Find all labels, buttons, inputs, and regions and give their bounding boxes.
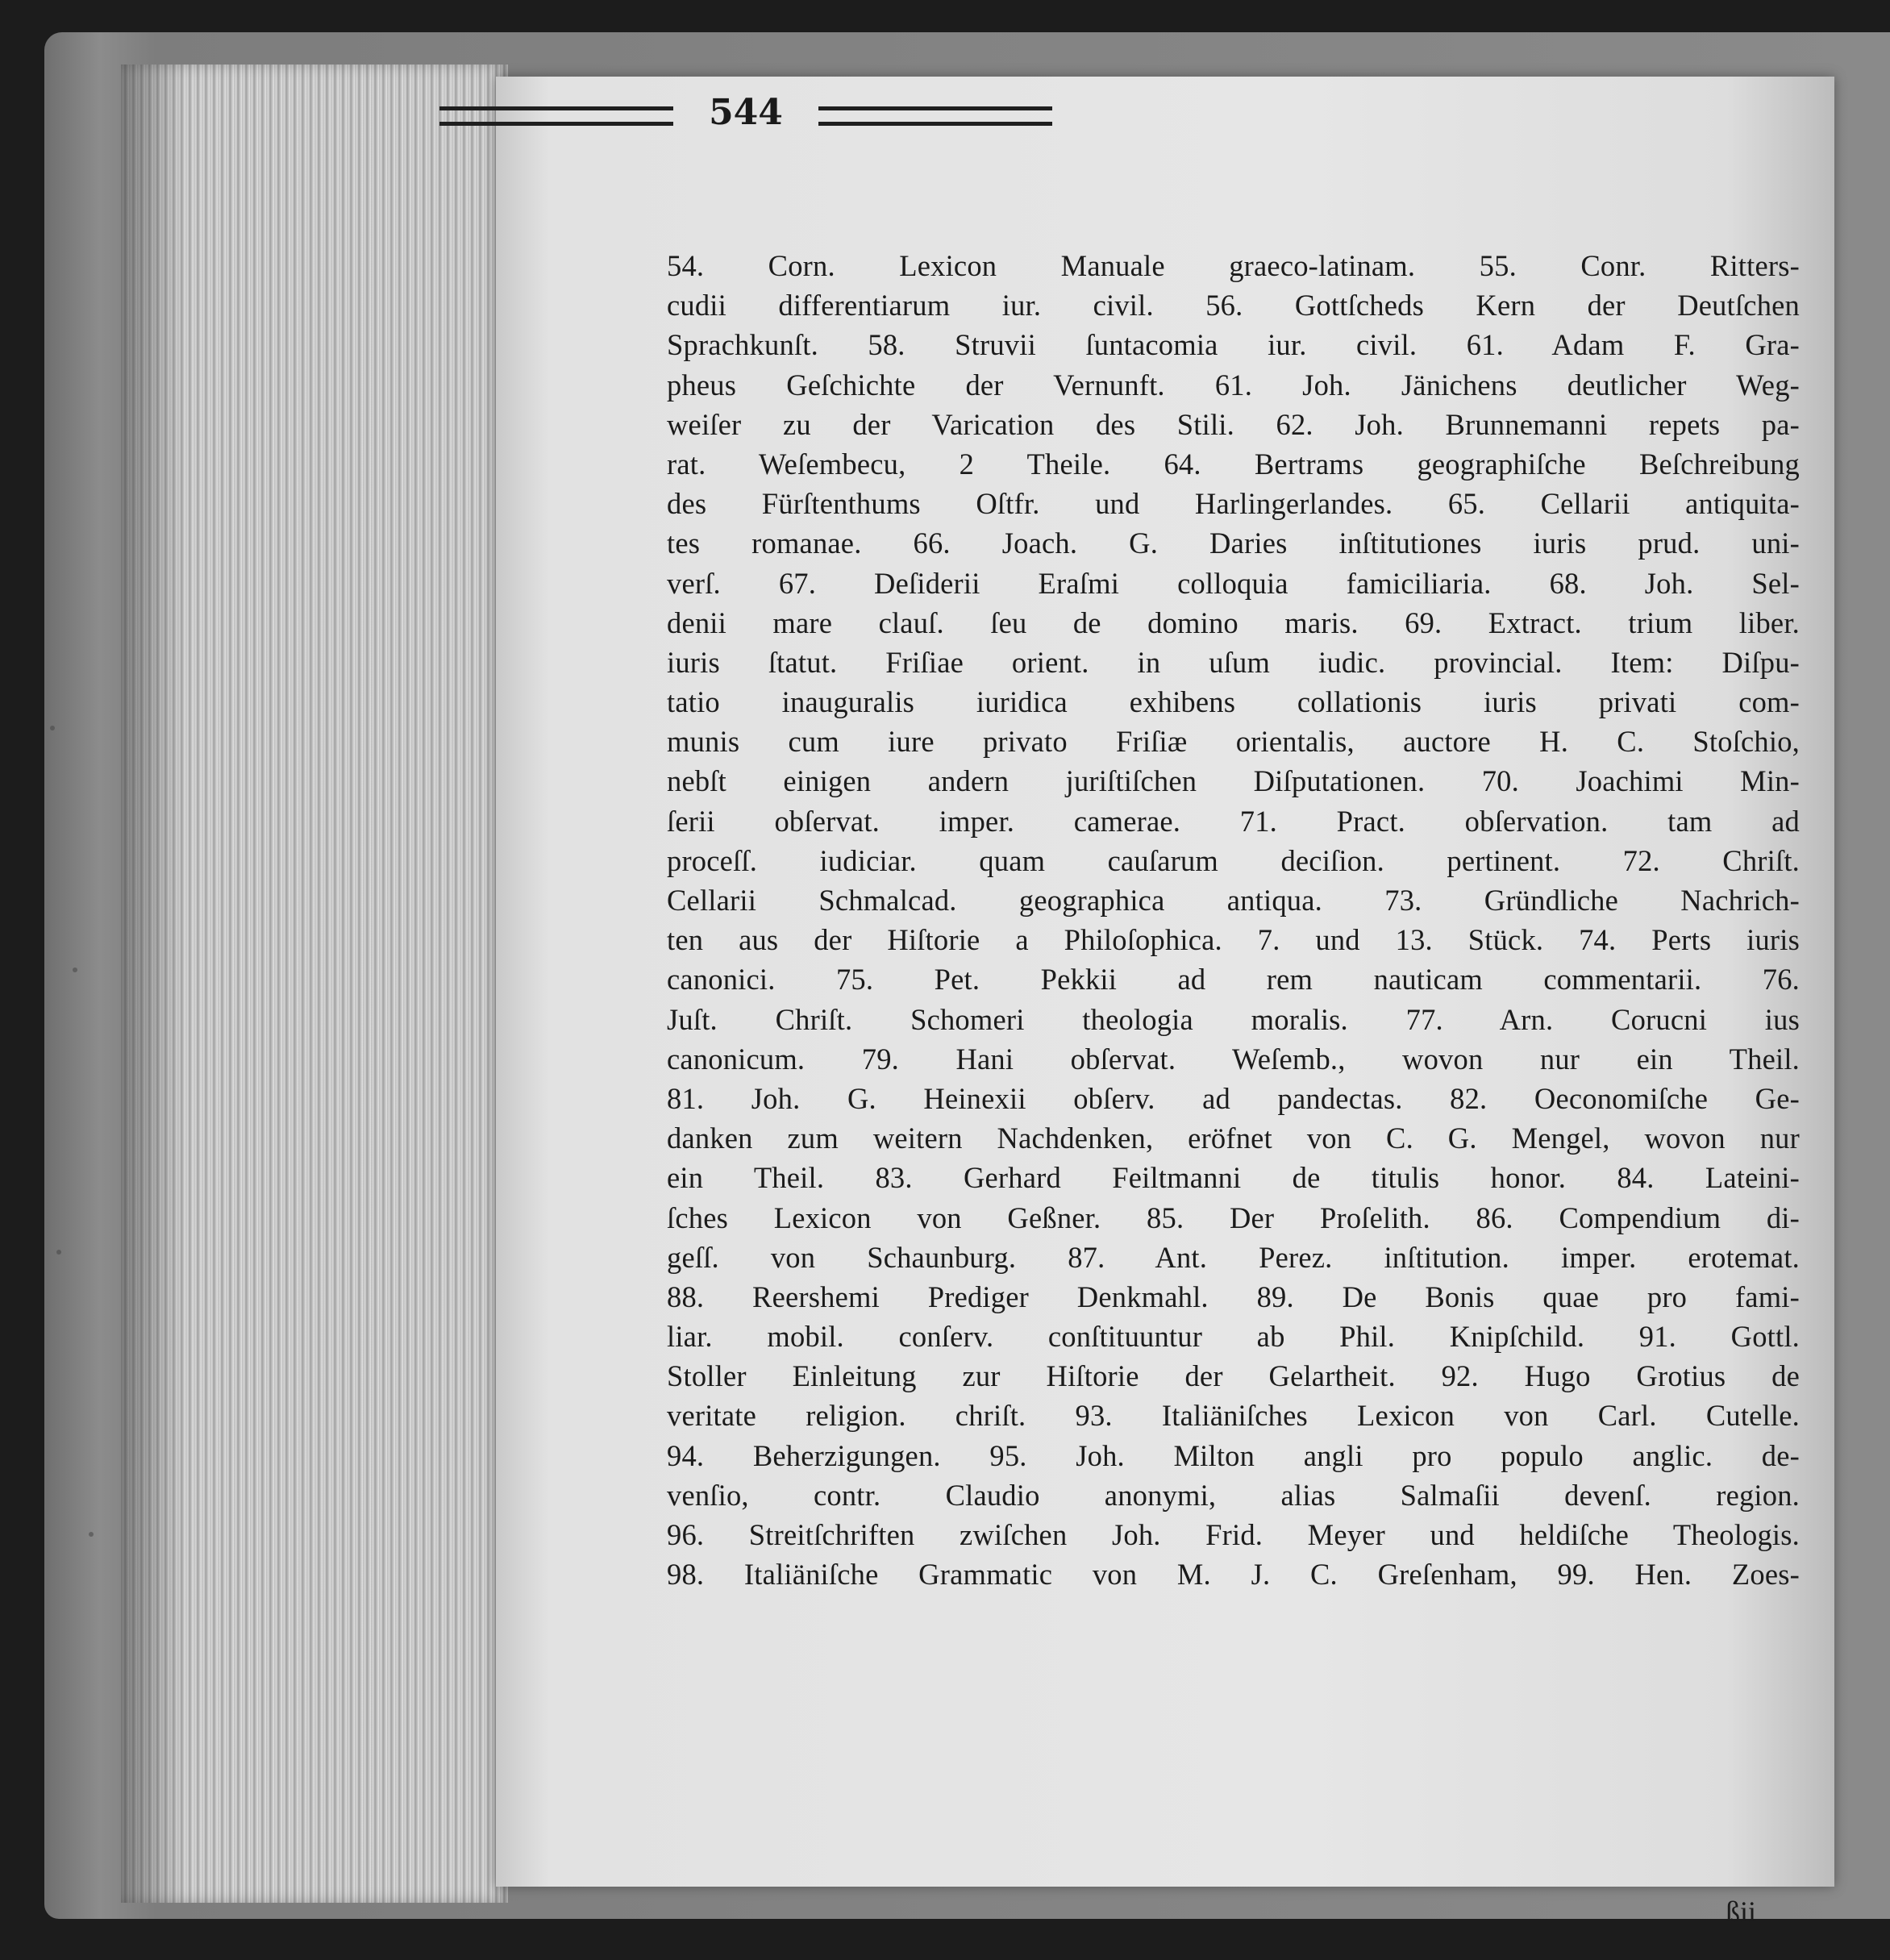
text-line: verſ. 67. Deſiderii Eraſmi colloquia famiciliaria. 68. Joh. Sel- [667,566,1800,600]
catchword: ßii [1726,1895,1757,1928]
text-line: ten aus der Hiſtorie a Philoſophica. 7. und 13. Stück. 74. Perts iuris [667,923,1800,957]
text-line: canonici. 75. Pet. Pekkii ad rem nauticam commentarii. 76. [667,963,1800,997]
text-line: ſerii obſervat. imper. camerae. 71. Pract. obſervation. tam ad [667,804,1800,838]
text-line: Sprachkunſt. 58. Struvii ſuntacomia iur. civil. 61. Adam F. Gra- [667,328,1800,362]
text-line: venſio, contr. Claudio anonymi, alias Salmaſii devenſ. region. [667,1478,1800,1512]
text-line: 98. Italiäniſche Grammatic von M. J. C. Greſenham, 99. Hen. Zoes- [667,1558,1800,1592]
text-line: Stoller Einleitung zur Hiſtorie der Gelartheit. 92. Hugo Grotius de [667,1359,1800,1393]
text-line: weiſer zu der Varication des Stili. 62. Joh. Brunnemanni repets pa- [667,407,1800,441]
text-line: rat. Weſembecu, 2 Theile. 64. Bertrams geographiſche Beſchreibung [667,447,1800,481]
header-rule-right [818,106,1052,126]
text-block [667,246,1800,1594]
text-line: 54. Corn. Lexicon Manuale graeco-latinam. 55. Conr. Ritters- [667,249,1800,282]
text-line: ſches Lexicon von Geßner. 85. Der Proſelith. 86. Compendium di- [667,1201,1800,1234]
text-line: geſſ. von Schaunburg. 87. Ant. Perez. inſtitution. imper. erotemat. [667,1240,1800,1274]
text-line: tes romanae. 66. Joach. G. Daries inſtitutiones iuris prud. uni- [667,526,1800,560]
text-line: canonicum. 79. Hani obſervat. Weſemb., wovon nur ein Theil. [667,1042,1800,1076]
foxing-speck [50,726,55,730]
text-line: denii mare clauſ. ſeu de domino maris. 69. Extract. trium liber. [667,605,1800,639]
text-line: cudii differentiarum iur. civil. 56. Gottſcheds Kern der Deutſchen [667,289,1800,323]
text-line: iuris ſtatut. Friſiae orient. in uſum iudic. provincial. Item: Diſpu- [667,645,1800,679]
text-line: Juſt. Chriſt. Schomeri theologia moralis. 77. Arn. Corucni ius [667,1002,1800,1036]
text-line: liar. mobil. conſerv. conſtituuntur ab Phil. Knipſchild. 91. Gottl. [667,1320,1800,1354]
text-line: danken zum weitern Nachdenken, eröfnet von C. G. Mengel, wovon nur [667,1121,1800,1155]
foxing-speck [56,1250,61,1255]
text-line: pheus Geſchichte der Vernunft. 61. Joh. Jänichens deutlicher Weg- [667,368,1800,402]
text-line: Cellarii Schmalcad. geographica antiqua. 73. Gründliche Nachrich- [667,884,1800,917]
text-line: 81. Joh. G. Heinexii obſerv. ad pandectas. 82. Oeconomiſche Ge- [667,1081,1800,1115]
text-line: munis cum iure privato Friſiæ orientalis, auctore H. C. Stoſchio, [667,725,1800,759]
foxing-speck [73,968,77,972]
text-line: 94. Beherzigungen. 95. Joh. Milton angli pro populo anglic. de- [667,1438,1800,1472]
page-number: 544 [709,92,783,133]
text-line: tatio inauguralis iuridica exhibens collationis iuris privati com- [667,685,1800,719]
text-line: proceſſ. iudiciar. quam cauſarum deciſion. pertinent. 72. Chriſt. [667,843,1800,877]
foxing-speck [89,1532,94,1537]
header-rule-left [439,106,673,126]
text-line: veritate religion. chriſt. 93. Italiäniſches Lexicon von Carl. Cutelle. [667,1399,1800,1433]
text-line: nebſt einigen andern juriſtiſchen Diſputationen. 70. Joachimi Min- [667,764,1800,798]
text-line: ein Theil. 83. Gerhard Feiltmanni de titulis honor. 84. Lateini- [667,1161,1800,1195]
page-edges-shadow [121,65,185,1903]
text-line: des Fürſtenthums Oſtfr. und Harlingerlandes. 65. Cellarii antiquita- [667,487,1800,521]
text-line: 88. Reershemi Prediger Denkmahl. 89. De Bonis quae pro fami- [667,1280,1800,1313]
running-header [439,89,1052,137]
text-line: 96. Streitſchriften zwiſchen Joh. Frid. Meyer und heldiſche Theologis. [667,1518,1800,1551]
